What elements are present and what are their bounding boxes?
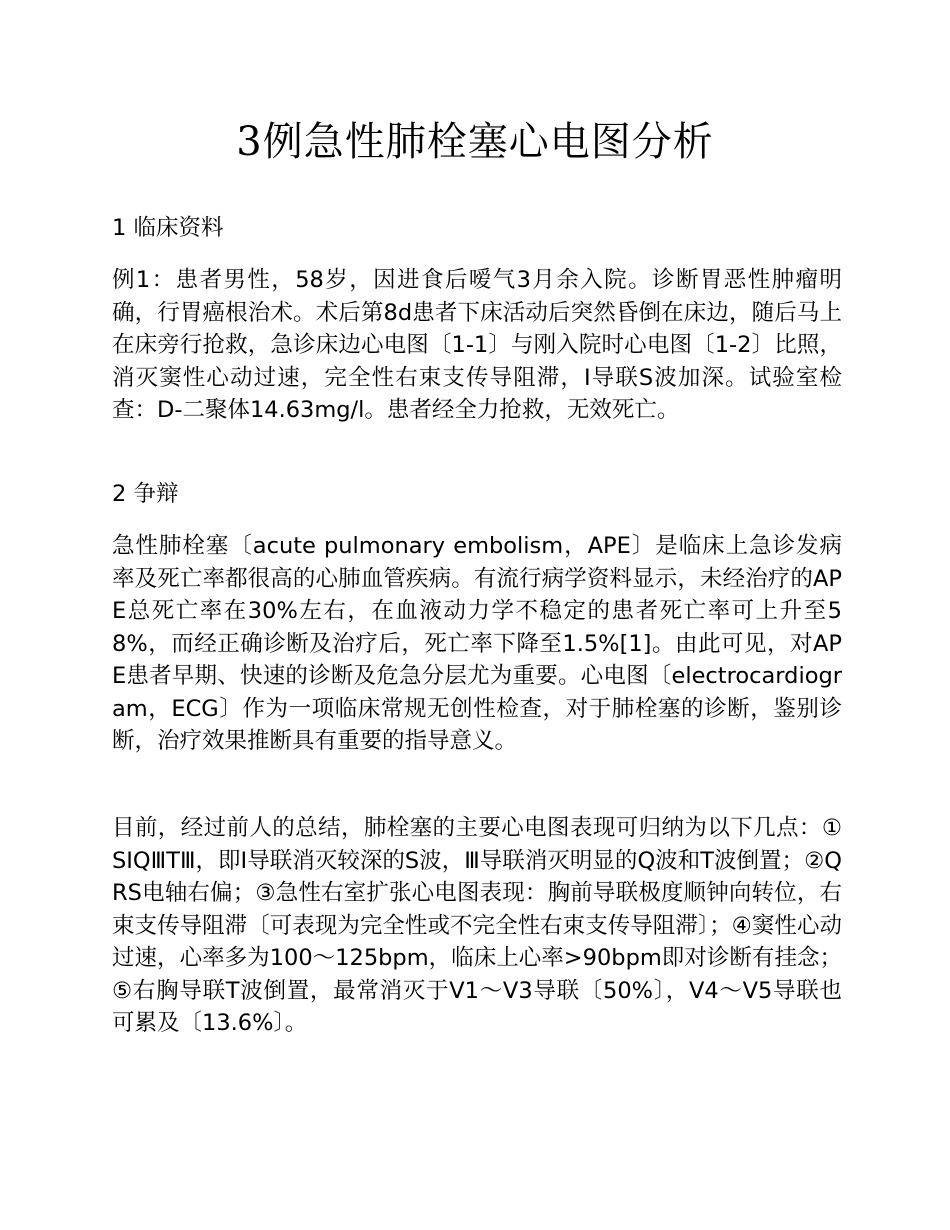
section-heading-clinical-data: 1 临床资料 [112, 215, 224, 241]
document-title: 3例急性肺栓塞心电图分析 [236, 119, 714, 165]
paragraph-case-1: 例1：患者男性，58岁，因进食后嗳气3月余入院。诊断胃恶性肿瘤明确，行胃癌根治术。术后第8d患者下床活动后突然昏倒在床边，随后马上在床旁行抢救，急诊床边心电图〔1-1〕与刚入院时心电图〔1-2〕比照，消灭窦性心动过速，完全性右束支传导阻滞，Ⅰ导联S波加深。试验室检查：D-二聚体14.63mg/l。患者经全力抢救，无效死亡。 [112, 267, 842, 423]
paragraph-ape-overview: 急性肺栓塞〔acute pulmonary embolism，APE〕是临床上急诊发病率及死亡率都很高的心肺血管疾病。有流行病学资料显示，未经治疗的APE总死亡率在30%左右，在血液动力学不稳定的患者死亡率可上升至58%，而经正确诊断及治疗后，死亡率下降至1.5%[1]。由此可见，对APE患者早期、快速的诊断及危急分层尤为重要。心电图〔electrocardiogram，ECG〕作为一项临床常规无创性检查，对于肺栓塞的诊断，鉴别诊断，治疗效果推断具有重要的指导意义。 [112, 533, 842, 754]
paragraph-ecg-findings: 目前，经过前人的总结，肺栓塞的主要心电图表现可归纳为以下几点：①SIQⅢTⅢ，即Ⅰ导联消灭较深的S波，Ⅲ导联消灭明显的Q波和T波倒置；②QRS电轴右偏；③急性右室扩张心电图表现：胸前导联极度顺钟向转位，右束支传导阻滞〔可表现为完全性或不完全性右束支传导阻滞〕；④窦性心动过速，心率多为100～125bpm，临床上心率>90bpm即对诊断有挂念；⑤右胸导联T波倒置，最常消灭于V1～V3导联〔50%〕，V4～V5导联也可累及〔13.6%〕。 [112, 815, 842, 1036]
section-heading-discussion: 2 争辩 [112, 481, 179, 507]
